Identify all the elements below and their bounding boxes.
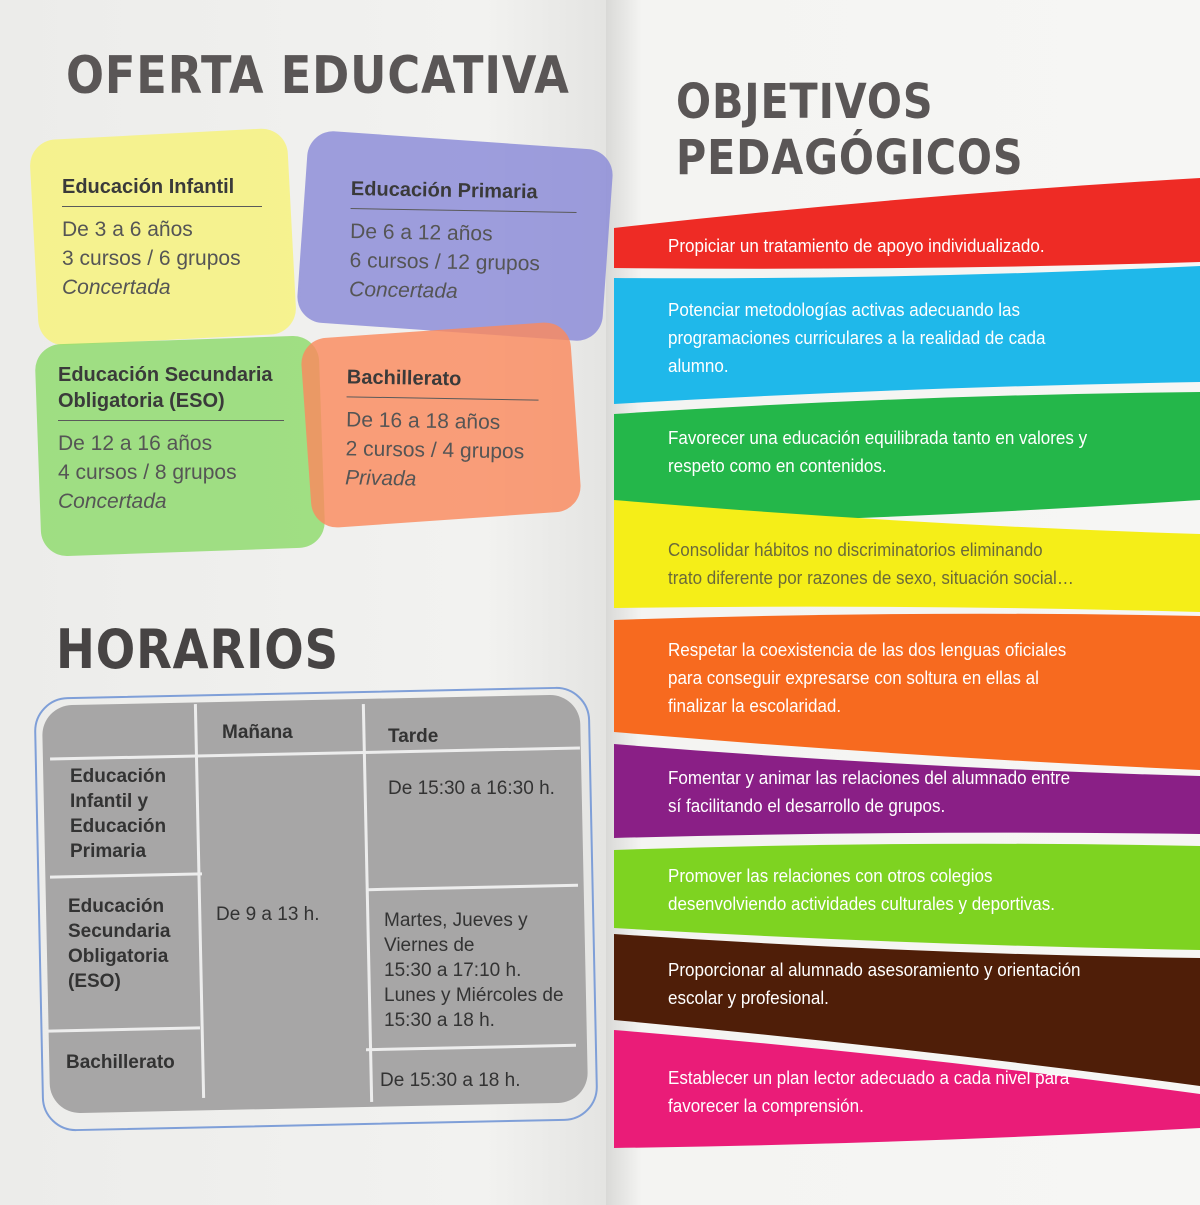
- eso-groups: 4 cursos / 8 grupos: [58, 461, 237, 484]
- row-bachillerato-label: Bachillerato: [66, 1052, 175, 1073]
- objetivo-text-9: [668, 1064, 1100, 1120]
- objetivo-text-8: [668, 956, 1100, 1012]
- objetivo-text-2: [668, 296, 1100, 380]
- objetivo-1-line-1: Propiciar un tratamiento de apoyo individualizado.: [668, 235, 1045, 256]
- objetivo-8-line-1: Proporcionar al alumnado asesoramiento y orientación: [668, 959, 1081, 980]
- objetivo-3-line-2: respeto como en contenidos.: [668, 455, 887, 476]
- objetivo-5-line-3: finalizar la escolaridad.: [668, 695, 842, 716]
- objetivos-title-line1: OBJETIVOS: [676, 74, 934, 130]
- objetivo-8-line-2: escolar y profesional.: [668, 987, 829, 1008]
- tarde-eso-line4: Lunes y Miércoles de: [384, 985, 564, 1006]
- objetivo-7-line-1: Promover las relaciones con otros colegios: [668, 865, 993, 886]
- eso-name-line1: Educación Secundaria: [58, 364, 273, 386]
- manana-all-rows: De 9 a 13 h.: [216, 904, 320, 925]
- eso-type: Concertada: [58, 490, 167, 513]
- objetivo-text-6: [668, 764, 1100, 820]
- objetivo-5-line-1: Respetar la coexistencia de las dos lenguas oficiales: [668, 639, 1067, 660]
- oferta-educativa-title: OFERTA EDUCATIVA: [66, 46, 570, 106]
- bachillerato-groups: 2 cursos / 4 grupos: [345, 437, 525, 464]
- objetivo-6-line-1: Fomentar y animar las relaciones del alumnado entre: [668, 767, 1071, 788]
- header-tarde: Tarde: [388, 726, 439, 747]
- primaria-type: Concertada: [348, 278, 458, 303]
- bachillerato-type: Privada: [344, 466, 417, 491]
- tarde-eso-line2: Viernes de: [384, 935, 475, 956]
- primaria-groups: 6 cursos / 12 grupos: [349, 249, 541, 276]
- objetivo-7-line-2: desenvolviendo actividades culturales y deportivas.: [668, 893, 1055, 914]
- objetivo-4-line-1: Consolidar hábitos no discriminatorios eliminando: [668, 539, 1043, 560]
- objetivo-text-5: [668, 636, 1100, 720]
- objetivo-9-line-1: Establecer un plan lector adecuado a cada nivel para: [668, 1067, 1070, 1088]
- infantil-ages: De 3 a 6 años: [62, 218, 193, 241]
- objetivo-2-line-3: alumno.: [668, 355, 729, 376]
- eso-name-line2: Obligatoria (ESO): [58, 390, 225, 412]
- tarde-eso-line3: 15:30 a 17:10 h.: [384, 960, 522, 981]
- objetivo-5-line-2: para conseguir expresarse con soltura en ellas al: [668, 667, 1039, 688]
- infantil-type: Concertada: [62, 276, 171, 299]
- bachillerato-ages: De 16 a 18 años: [345, 408, 501, 435]
- row2-line1: Educación: [68, 896, 165, 917]
- primaria-name: Educación Primaria: [351, 176, 578, 213]
- row1-line4: Primaria: [70, 841, 147, 862]
- objetivo-3-line-1: Favorecer una educación equilibrada tanto en valores y: [668, 427, 1088, 448]
- bachillerato-name: Bachillerato: [347, 364, 540, 400]
- objetivo-text-1: [668, 232, 1100, 260]
- objetivo-2-line-2: programaciones curriculares a la realidad de cada: [668, 327, 1046, 348]
- tarde-infantil-primaria: De 15:30 a 16:30 h.: [388, 778, 555, 799]
- infantil-name: Educación Infantil: [62, 174, 262, 207]
- objetivo-text-7: [668, 862, 1100, 918]
- eso-ages: De 12 a 16 años: [58, 432, 213, 455]
- row1-line1: Educación: [70, 766, 167, 787]
- row1-line2: Infantil y: [70, 791, 149, 812]
- objetivo-text-3: [668, 424, 1100, 480]
- row2-line2: Secundaria: [68, 921, 171, 942]
- row2-line3: Obligatoria: [68, 946, 169, 967]
- row1-line3: Educación: [70, 816, 167, 837]
- horarios-title: HORARIOS: [56, 618, 339, 681]
- objetivos-title-line2: PEDAGÓGICOS: [676, 130, 1024, 186]
- primaria-ages: De 6 a 12 años: [349, 220, 493, 246]
- tarde-eso-line1: Martes, Jueves y: [384, 910, 528, 931]
- objetivo-text-4: [668, 536, 1100, 592]
- infantil-groups: 3 cursos / 6 grupos: [62, 247, 241, 270]
- objetivo-6-line-2: sí facilitando el desarrollo de grupos.: [668, 795, 946, 816]
- objetivo-2-line-1: Potenciar metodologías activas adecuando las: [668, 299, 1020, 320]
- header-manana: Mañana: [222, 722, 293, 743]
- tarde-bachillerato: De 15:30 a 18 h.: [380, 1070, 521, 1091]
- tarde-eso-line5: 15:30 a 18 h.: [384, 1010, 495, 1031]
- objetivo-4-line-2: trato diferente por razones de sexo, situación social…: [668, 567, 1074, 588]
- objetivo-9-line-2: favorecer la comprensión.: [668, 1095, 864, 1116]
- row2-line4: (ESO): [68, 971, 121, 992]
